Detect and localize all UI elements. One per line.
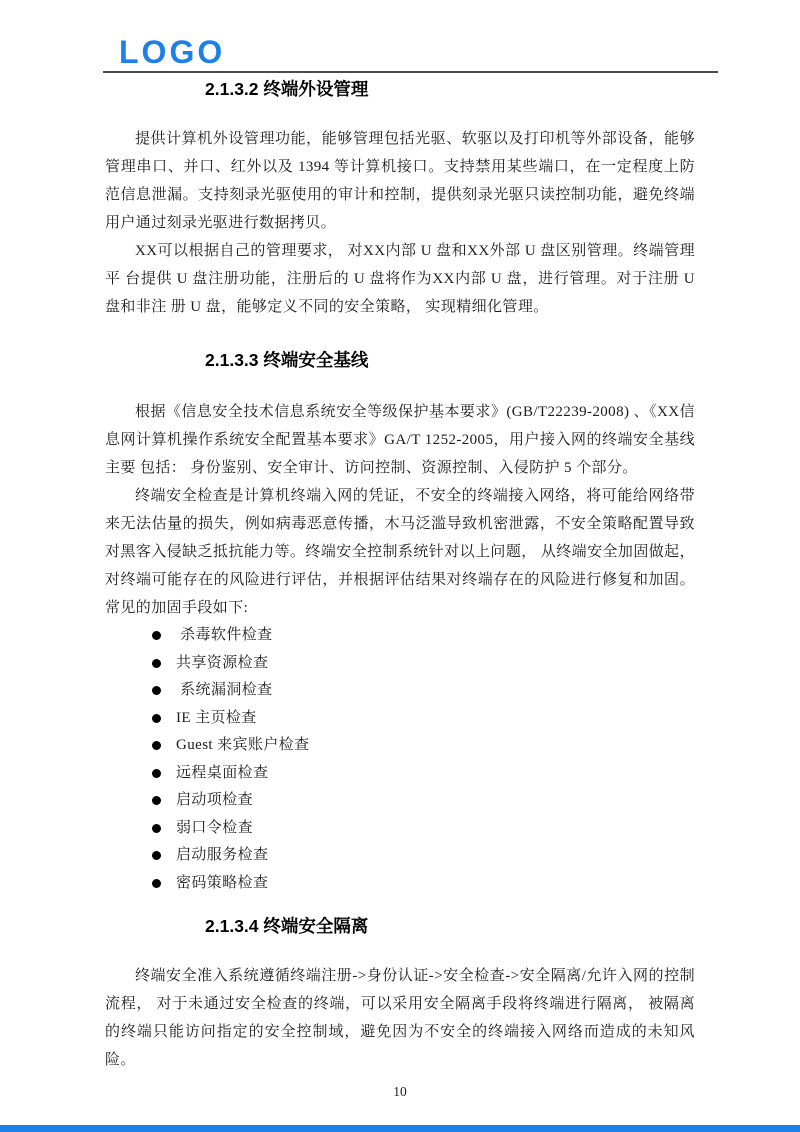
list-item-label: IE 主页检查 — [176, 709, 257, 726]
paragraph: 终端安全检查是计算机终端入网的凭证，不安全的终端接入网络，将可能给网络带来无法估量的损失，例如病毒恶意传播，木马泛滥导致机密泄露，不安全策略配置导致对黑客入侵缺乏抵抗能力等。终端安全控制系统针对以上问题， 从终端安全加固做起，对终端可能存在的风险进行评估，并根据评估结果对终端存在的风险进行修复和加固。常见的加固手段如下: — [105, 488, 695, 616]
list-item — [152, 622, 695, 650]
list-item-label: 杀毒软件检查 — [176, 627, 273, 643]
list-item-label: Guest 来宾账户检查 — [176, 737, 310, 753]
paragraph: XX可以根据自己的管理要求， 对XX内部 U 盘和XX外部 U 盘区别管理。终端管理平 台提供 U 盘注册功能，注册后的 U 盘将作为XX内部 U 盘，进行管理。对于注册 U 盘和非注 册 U 盘，能够定义不同的安全策略， 实现精细化管理。 — [105, 243, 695, 315]
section-heading-terminal-peripheral: 2.1.3.2 终端外设管理 — [205, 79, 369, 99]
list-item — [152, 870, 695, 898]
list-item-label: 共享资源检查 — [176, 654, 269, 671]
list-item — [152, 732, 695, 760]
bullet-icon — [152, 879, 161, 888]
paragraph: 根据《信息安全技术信息系统安全等级保护基本要求》(GB/T22239-2008) 、《XX信 息网计算机操作系统安全配置基本要求》GA/T 1252-2005，用户接入网的终端安全基线主要 包括： 身份鉴别、安全审计、访问控制、资源控制、入侵防护 5 个部分。 — [105, 404, 695, 476]
list-item — [152, 787, 695, 815]
list-item — [152, 842, 695, 870]
list-item-label: 远程桌面检查 — [176, 764, 269, 781]
section-heading-security-isolation: 2.1.3.4 终端安全隔离 — [205, 916, 369, 936]
header-divider — [103, 71, 718, 73]
bullet-icon — [152, 796, 161, 805]
list-item-label: 密码策略检查 — [176, 874, 269, 891]
page-number: 10 — [393, 1084, 407, 1099]
list-item-label: 启动项检查 — [176, 792, 254, 808]
bullet-icon — [152, 659, 161, 668]
list-item-label: 系统漏洞检查 — [176, 682, 273, 698]
list-item — [152, 650, 695, 678]
list-item — [152, 815, 695, 843]
check-items-list — [105, 622, 695, 897]
company-logo: LOGO — [119, 34, 226, 70]
list-item-label: 启动服务检查 — [176, 847, 269, 863]
list-item — [152, 760, 695, 788]
bullet-icon — [152, 741, 161, 750]
bullet-icon — [152, 769, 161, 778]
bullet-icon — [152, 686, 161, 695]
bullet-icon — [152, 714, 161, 723]
bullet-icon — [152, 824, 161, 833]
bullet-icon — [152, 631, 161, 640]
document-body — [105, 74, 695, 1100]
section-heading-security-baseline: 2.1.3.3 终端安全基线 — [205, 350, 369, 370]
bullet-icon — [152, 851, 161, 860]
paragraph: 终端安全准入系统遵循终端注册->身份认证->安全检查->安全隔离/允许入网的控制流程， 对于未通过安全检查的终端，可以采用安全隔离手段将终端进行隔离， 被隔离的终端只能访问指定的安全控制域，避免因为不安全的终端接入网络而造成的未知风险。 — [105, 968, 695, 1068]
list-item — [152, 705, 695, 733]
list-item — [152, 677, 695, 705]
paragraph: 提供计算机外设管理功能，能够管理包括光驱、软驱以及打印机等外部设备，能够管理串口、并口、红外以及 1394 等计算机接口。支持禁用某些端口，在一定程度上防范信息泄漏。支持刻录光驱使用的审计和控制，提供刻录光驱只读控制功能，避免终端用户通过刻录光驱进行数据拷贝。 — [105, 131, 695, 231]
list-item-label: 弱口令检查 — [176, 819, 254, 836]
footer-accent-bar — [0, 1125, 800, 1132]
